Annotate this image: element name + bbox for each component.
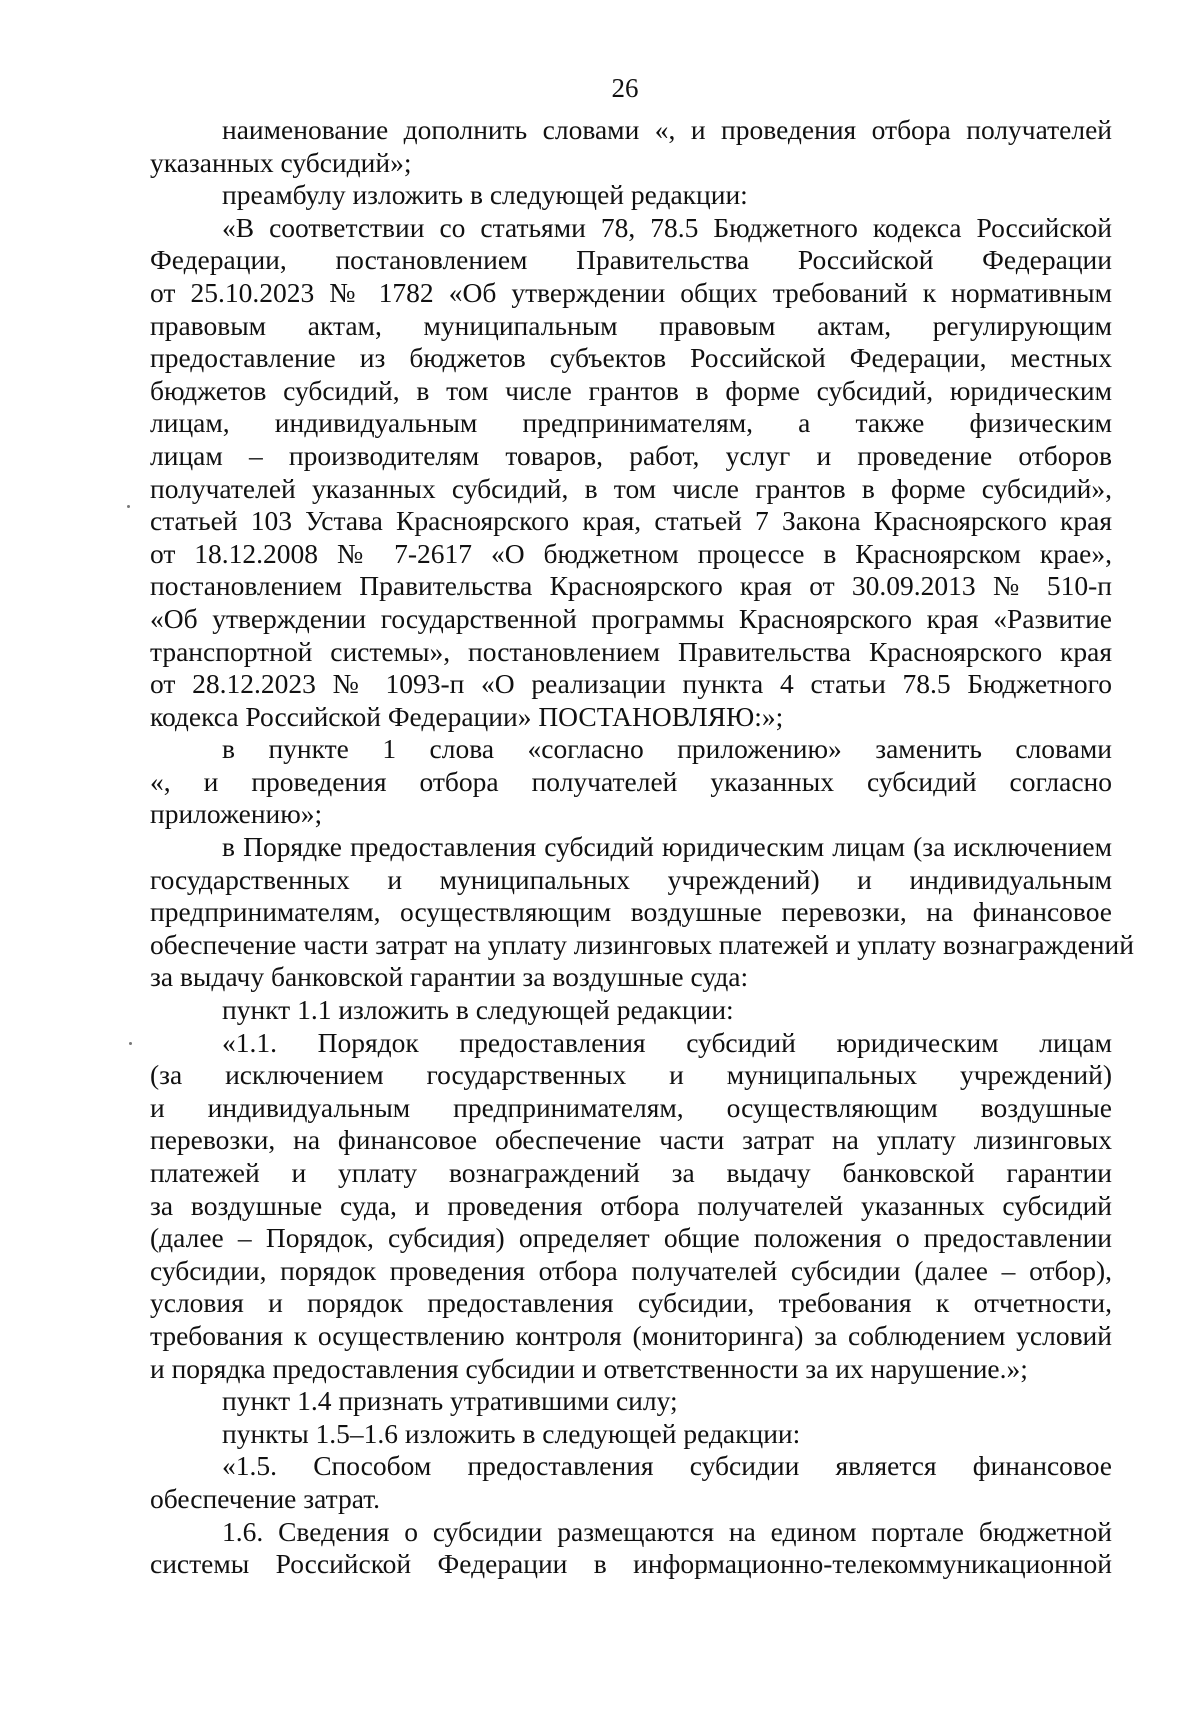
text-line: статьей 103 Устава Красноярского края, статьей 7 Закона Красноярского края [150, 505, 1112, 537]
text-line: пункт 1.1 изложить в следующей редакции: [222, 994, 734, 1026]
text-line: транспортной системы», постановлением Правительства Красноярского края [150, 635, 1112, 667]
text-line: обеспечение части затрат на уплату лизинговых платежей и уплату вознаграждений [150, 928, 1134, 960]
scan-speck [129, 1042, 132, 1045]
text-line: в Порядке предоставления субсидий юридическим лицам (за исключением [222, 831, 1112, 863]
scan-speck [127, 505, 130, 508]
text-line: в пункте 1 слова «согласно приложению» заменить словами [222, 733, 1112, 765]
text-line: преамбулу изложить в следующей редакции: [222, 179, 748, 211]
page-number: 26 [611, 73, 639, 103]
text-line: правовым актам, муниципальным правовым актам, регулирующим [150, 309, 1112, 341]
text-line: лицам – производителям товаров, работ, услуг и проведение отборов [150, 439, 1112, 471]
text-line: 1.6. Сведения о субсидии размещаются на едином портале бюджетной [222, 1515, 1112, 1547]
text-line: бюджетов субсидий, в том числе грантов в форме субсидий, юридическим [150, 374, 1112, 406]
text-line: пункт 1.4 признать утратившими силу; [222, 1385, 678, 1417]
text-line: «В соответствии со статьями 78, 78.5 Бюджетного кодекса Российской [222, 211, 1112, 243]
text-line: предпринимателям, осуществляющим воздушные перевозки, на финансовое [150, 896, 1112, 928]
text-line: от 25.10.2023 № 1782 «Об утверждении общих требований к нормативным [150, 276, 1112, 308]
text-line: системы Российской Федерации в информационно-телекоммуникационной [150, 1548, 1112, 1580]
text-line: (далее – Порядок, субсидия) определяет общие положения о предоставлении [150, 1222, 1112, 1254]
text-line: и порядка предоставления субсидии и ответственности за их нарушение.»; [150, 1352, 1028, 1384]
text-line: указанных субсидий»; [150, 146, 412, 178]
text-line: субсидии, порядок проведения отбора получателей субсидии (далее – отбор), [150, 1254, 1112, 1286]
text-line: перевозки, на финансовое обеспечение части затрат на уплату лизинговых [150, 1124, 1112, 1156]
text-line: от 28.12.2023 № 1093-п «О реализации пункта 4 статьи 78.5 Бюджетного [150, 668, 1112, 700]
text-line: требования к осуществлению контроля (мониторинга) за соблюдением условий [150, 1319, 1112, 1351]
text-line: от 18.12.2008 № 7-2617 «О бюджетном процессе в Красноярском крае», [150, 537, 1112, 569]
text-line: приложению»; [150, 798, 323, 830]
text-line: условия и порядок предоставления субсидии, требования к отчетности, [150, 1287, 1112, 1319]
text-line: кодекса Российской Федерации» ПОСТАНОВЛЯЮ:»; [150, 700, 784, 732]
text-line: наименование дополнить словами «, и проведения отбора получателей [222, 114, 1112, 145]
text-line: Федерации, постановлением Правительства Российской Федерации [150, 244, 1112, 276]
text-line: платежей и уплату вознаграждений за выдачу банковской гарантии [150, 1157, 1112, 1188]
text-line: за воздушные суда, и проведения отбора получателей указанных субсидий [150, 1189, 1112, 1221]
document-body [150, 114, 1134, 1581]
text-line: предоставление из бюджетов субъектов Российской Федерации, местных [150, 342, 1112, 374]
text-line: получателей указанных субсидий, в том числе грантов в форме субсидий», [150, 472, 1112, 504]
text-line: лицам, индивидуальным предпринимателям, а также физическим [150, 407, 1112, 439]
text-line: «1.1. Порядок предоставления субсидий юридическим лицам [222, 1026, 1112, 1058]
text-line: (за исключением государственных и муниципальных учреждений) [150, 1059, 1112, 1091]
text-line: «1.5. Способом предоставления субсидии является финансовое [222, 1450, 1112, 1482]
text-line: обеспечение затрат. [150, 1482, 381, 1514]
text-line: и индивидуальным предпринимателям, осуществляющим воздушные [150, 1091, 1112, 1123]
text-line: за выдачу банковской гарантии за воздушные суда: [150, 961, 749, 993]
text-line: «, и проведения отбора получателей указанных субсидий согласно [150, 765, 1112, 797]
text-line: пункты 1.5–1.6 изложить в следующей редакции: [222, 1417, 801, 1449]
text-line: постановлением Правительства Красноярского края от 30.09.2013 № 510-п [150, 570, 1112, 602]
text-line: «Об утверждении государственной программы Красноярского края «Развитие [150, 602, 1112, 634]
text-line: государственных и муниципальных учреждений) и индивидуальным [150, 863, 1112, 895]
